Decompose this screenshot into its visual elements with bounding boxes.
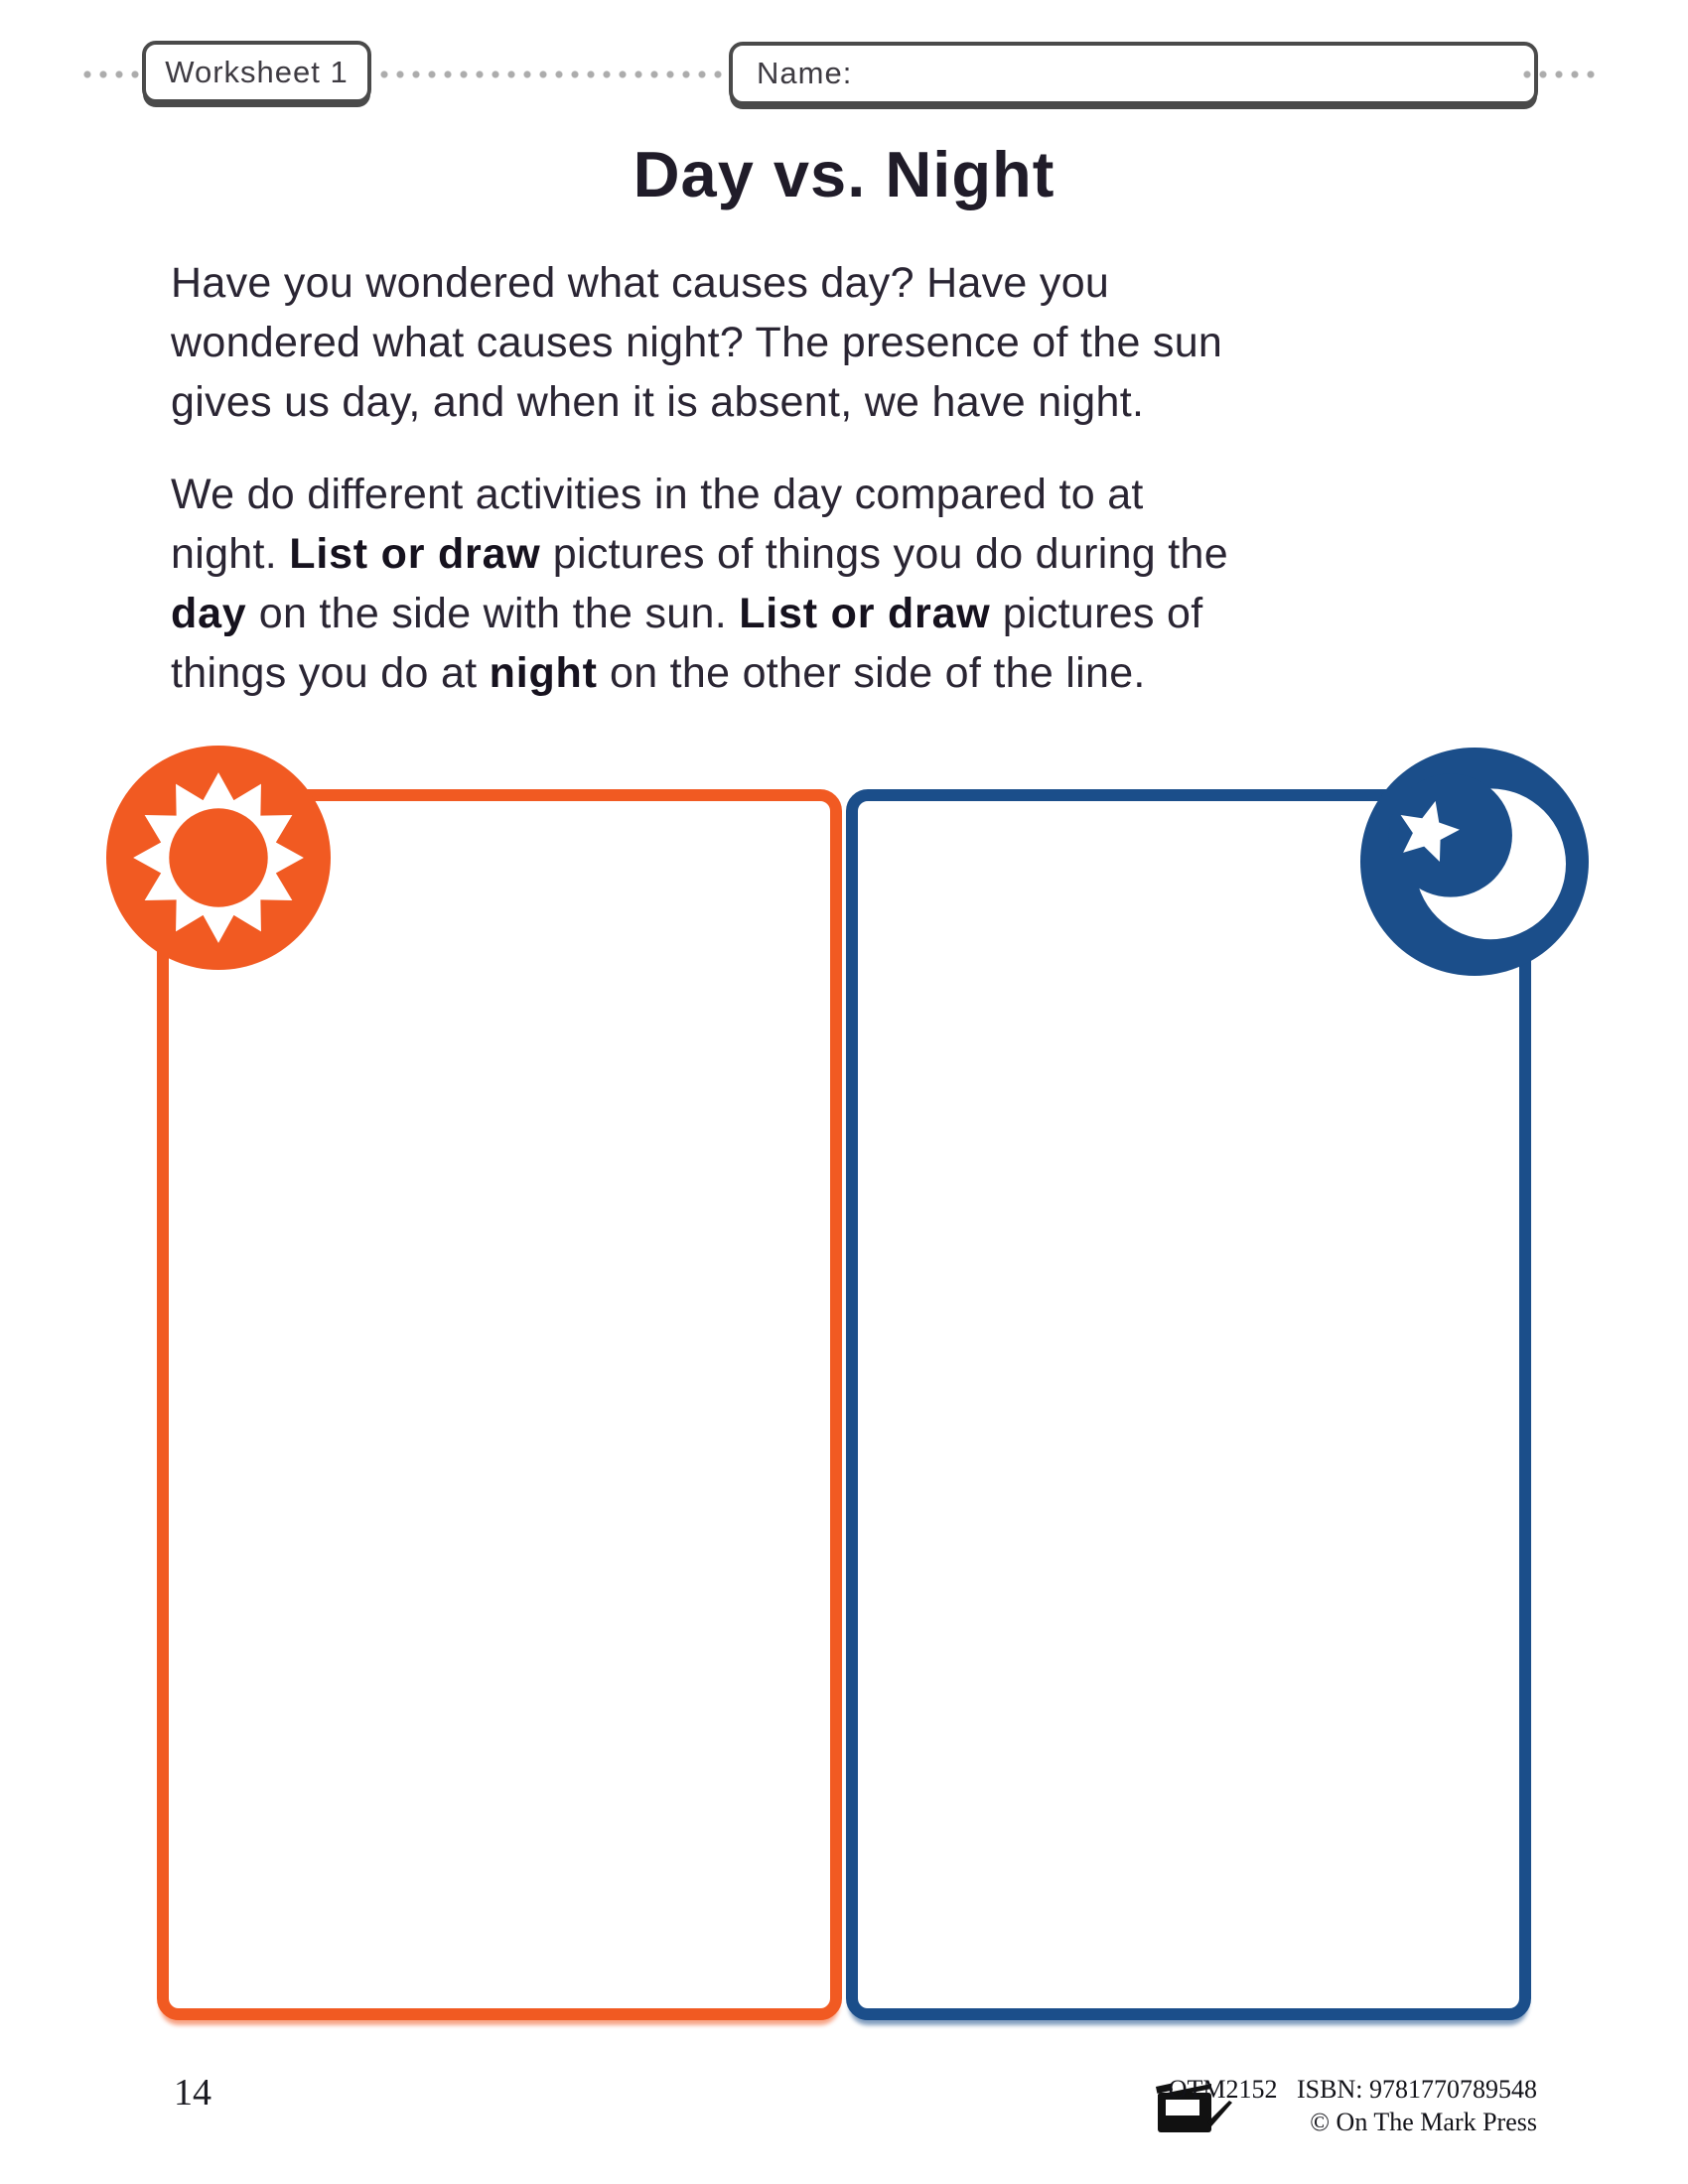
instructions-line: We do different activities in the day compared to at — [171, 471, 1144, 518]
instructions-line: day on the side with the sun. List or draw pictures of — [171, 590, 1203, 637]
publisher-credits — [1169, 2073, 1537, 2138]
page-title: Day vs. Night — [633, 138, 1055, 210]
copyright-line: © On The Mark Press — [1310, 2108, 1537, 2136]
name-field-label: Name: — [757, 56, 853, 90]
name-field[interactable] — [729, 42, 1538, 105]
intro-line: wondered what causes night? The presence of the sun — [171, 319, 1223, 366]
sun-icon — [106, 746, 331, 970]
dotted-rule-right — [1519, 70, 1595, 78]
intro-line: gives us day, and when it is absent, we have night. — [171, 378, 1145, 426]
intro-line: Have you wondered what causes day? Have you — [171, 259, 1110, 307]
instructions-line: things you do at night on the other side of the line. — [171, 649, 1146, 697]
product-code-isbn: OTM2152 ISBN: 9781770789548 — [1168, 2075, 1537, 2104]
moon-star-icon — [1360, 748, 1589, 976]
worksheet-number-tab — [142, 41, 371, 103]
dotted-rule-middle — [376, 70, 726, 78]
dotted-rule-left — [79, 70, 141, 78]
instructions-paragraph — [171, 465, 1501, 703]
worksheet-number-label: Worksheet 1 — [165, 54, 349, 89]
day-drawing-area[interactable] — [157, 789, 842, 2020]
page-number: 14 — [174, 2072, 211, 2114]
instructions-line: night. List or draw pictures of things you do during the — [171, 530, 1228, 578]
intro-paragraph — [171, 253, 1501, 432]
